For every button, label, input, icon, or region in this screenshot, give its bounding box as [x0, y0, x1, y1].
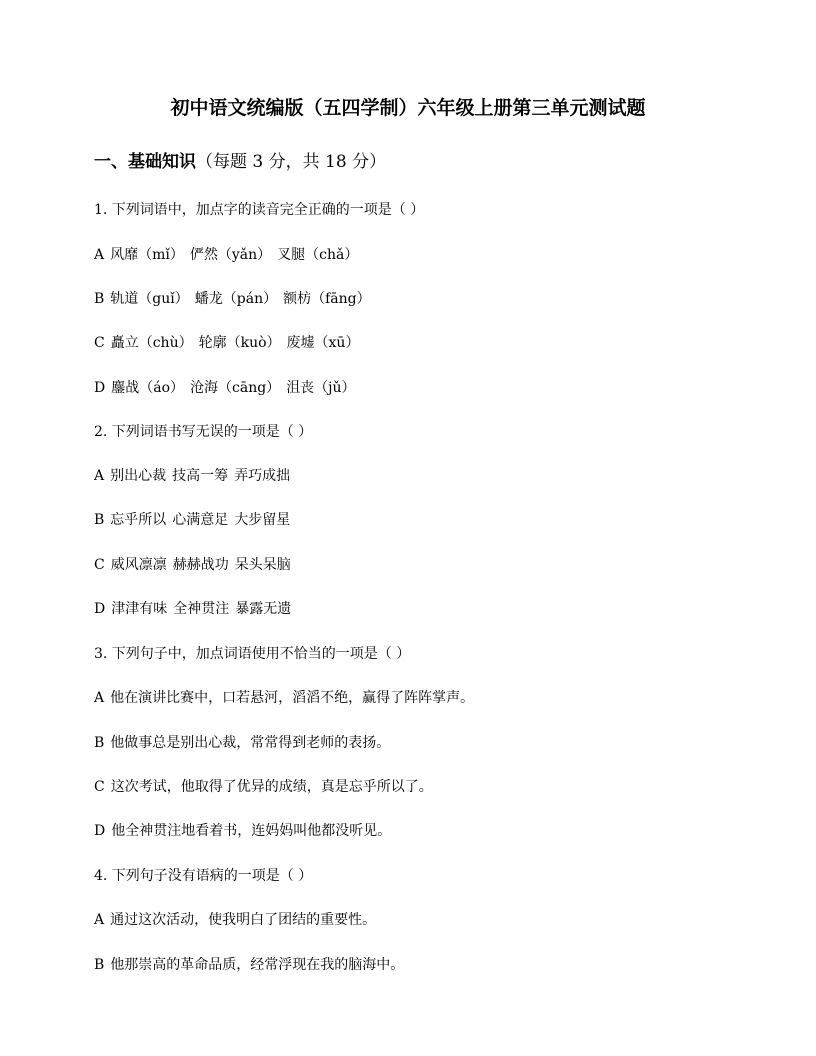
- question-2-option-b: [94, 510, 290, 530]
- option-item: 废墟（xū）: [286, 335, 360, 351]
- option-item: 心满意足: [172, 512, 229, 528]
- option-letter: D: [94, 601, 106, 617]
- option-item: 额枋（fāng）: [283, 291, 371, 307]
- section-heading: [94, 150, 386, 174]
- option-item: 轮廓（kuò）: [198, 335, 281, 351]
- option-letter: B: [94, 957, 105, 973]
- option-item: 风靡（mǐ）: [110, 247, 184, 263]
- option-item: 赫赫战功: [172, 557, 229, 573]
- option-text: 他全神贯注地看着书，连妈妈叫他都没听见。: [111, 823, 392, 839]
- question-4-option-a: [94, 910, 376, 930]
- question-2-option-c: [94, 555, 291, 575]
- option-letter: C: [94, 779, 105, 795]
- option-item: 暴露无遗: [235, 601, 292, 617]
- question-3-option-a: [94, 688, 474, 708]
- option-text: 他在演讲比赛中，口若悬河，滔滔不绝，赢得了阵阵掌声。: [110, 690, 475, 706]
- option-letter: D: [94, 380, 106, 396]
- option-letter: A: [94, 468, 105, 484]
- option-letter: B: [94, 735, 105, 751]
- question-4-stem: 4. 下列句子没有语病的一项是（ ）: [94, 868, 313, 884]
- option-text: 通过这次活动，使我明白了团结的重要性。: [110, 912, 377, 928]
- section-heading-label: 一、基础知识: [94, 152, 196, 172]
- option-text: 他那崇高的革命品质，经常浮现在我的脑海中。: [110, 957, 405, 973]
- option-letter: D: [94, 823, 106, 839]
- question-2-stem: 2. 下列词语书写无误的一项是（ ）: [94, 424, 313, 440]
- option-item: 俨然（yǎn）: [189, 247, 272, 263]
- option-item: 别出心裁: [110, 468, 167, 484]
- option-item: 弄巧成拙: [234, 468, 291, 484]
- document-title: 初中语文统编版（五四学制）六年级上册第三单元测试题: [170, 97, 646, 119]
- option-item: 忘乎所以: [110, 512, 167, 528]
- option-letter: C: [94, 335, 105, 351]
- question-4-option-b: [94, 955, 404, 975]
- option-item: 叉腿（chǎ）: [277, 247, 359, 263]
- option-item: 沧海（cāng）: [190, 380, 281, 396]
- option-text: 他做事总是别出心裁，常常得到老师的表扬。: [110, 735, 391, 751]
- option-letter: B: [94, 512, 105, 528]
- question-1-option-d: [94, 378, 356, 398]
- option-letter: A: [94, 690, 105, 706]
- question-3-option-d: [94, 821, 391, 841]
- question-2-option-d: [94, 599, 291, 619]
- option-letter: A: [94, 247, 105, 263]
- option-letter: B: [94, 291, 105, 307]
- option-text: 这次考试，他取得了优异的成绩，真是忘乎所以了。: [110, 779, 433, 795]
- question-1-stem: 1. 下列词语中，加点字的读音完全正确的一项是（ ）: [94, 202, 425, 218]
- option-item: 大步留星: [234, 512, 291, 528]
- question-1-option-a: [94, 245, 358, 265]
- option-item: 呆头呆脑: [234, 557, 291, 573]
- option-item: 鏖战（áo）: [111, 380, 185, 396]
- option-letter: A: [94, 912, 105, 928]
- question-3-option-b: [94, 733, 390, 753]
- question-1-option-c: [94, 333, 359, 353]
- option-item: 矗立（chù）: [110, 335, 193, 351]
- option-item: 沮丧（jǔ）: [286, 380, 356, 396]
- option-item: 蟠龙（pán）: [194, 291, 278, 307]
- question-1-option-b: [94, 289, 371, 309]
- question-2-option-a: [94, 466, 290, 486]
- option-item: 津津有味: [111, 601, 168, 617]
- option-item: 技高一筹: [172, 468, 229, 484]
- section-score-note: （每题 3 分，共 18 分）: [196, 152, 387, 172]
- question-3-stem: 3. 下列句子中，加点词语使用不恰当的一项是（ ）: [94, 646, 411, 662]
- question-3-option-c: [94, 777, 433, 797]
- option-letter: C: [94, 557, 105, 573]
- option-item: 威风凛凛: [110, 557, 167, 573]
- option-item: 全神贯注: [173, 601, 230, 617]
- option-item: 轨道（guǐ）: [110, 291, 189, 307]
